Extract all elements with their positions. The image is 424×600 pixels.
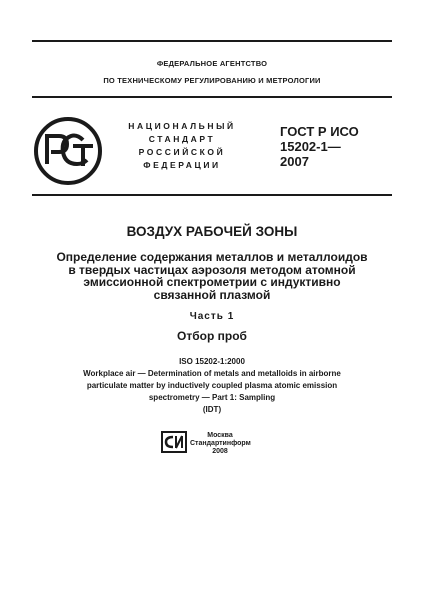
publisher-city: Москва: [207, 432, 233, 439]
logo-rule: [32, 194, 392, 196]
publisher-logo: [161, 431, 187, 453]
iso-line-3: spectrometry — Part 1: Sampling: [148, 393, 276, 402]
standard-label-line-4: ФЕДЕРАЦИИ: [143, 160, 221, 170]
rst-logo: [33, 116, 103, 186]
agency-line-2: ПО ТЕХНИЧЕСКОМУ РЕГУЛИРОВАНИЮ И МЕТРОЛОГИИ: [103, 76, 321, 85]
agency-line-1: ФЕДЕРАЛЬНОЕ АГЕНТСТВО: [156, 59, 268, 68]
designation-line-1: ГОСТ Р ИСО: [280, 124, 359, 139]
top-rule: [32, 40, 392, 42]
designation-line-2: 15202-1—: [280, 139, 341, 154]
publisher-year: 2008: [212, 448, 228, 455]
document-title: ВОЗДУХ РАБОЧЕЙ ЗОНЫ: [126, 224, 298, 239]
iso-line-4: (IDT): [202, 405, 222, 414]
header-rule: [32, 96, 392, 98]
part-number: Часть 1: [189, 311, 235, 322]
iso-reference: [20, 356, 404, 416]
designation-line-3: 2007: [280, 154, 309, 169]
subtitle-line-2: в твердых частицах аэрозоля методом атомной: [68, 262, 356, 277]
publisher-info: [190, 432, 250, 456]
part-subject: Отбор проб: [177, 329, 247, 343]
iso-line-1: Workplace air — Determination of metals and metalloids in airborne: [83, 369, 341, 378]
standard-label: [118, 120, 246, 172]
subtitle-line-3: эмиссионной спектрометрии с индуктивно: [83, 275, 341, 290]
standard-label-line-1: НАЦИОНАЛЬНЫЙ: [128, 121, 236, 131]
iso-line-2: particulate matter by inductively coupled plasma atomic emission: [86, 381, 338, 390]
document-subtitle: [20, 251, 404, 301]
iso-code: ISO 15202-1:2000: [179, 357, 245, 366]
standard-designation: [280, 124, 359, 169]
subtitle-line-4: связанной плазмой: [153, 287, 271, 302]
publisher-name: Стандартинформ: [190, 440, 251, 447]
subtitle-line-1: Определение содержания металлов и металлоидов: [56, 250, 368, 264]
standard-label-line-3: РОССИЙСКОЙ: [138, 147, 226, 157]
standard-label-line-2: СТАНДАРТ: [148, 134, 216, 144]
